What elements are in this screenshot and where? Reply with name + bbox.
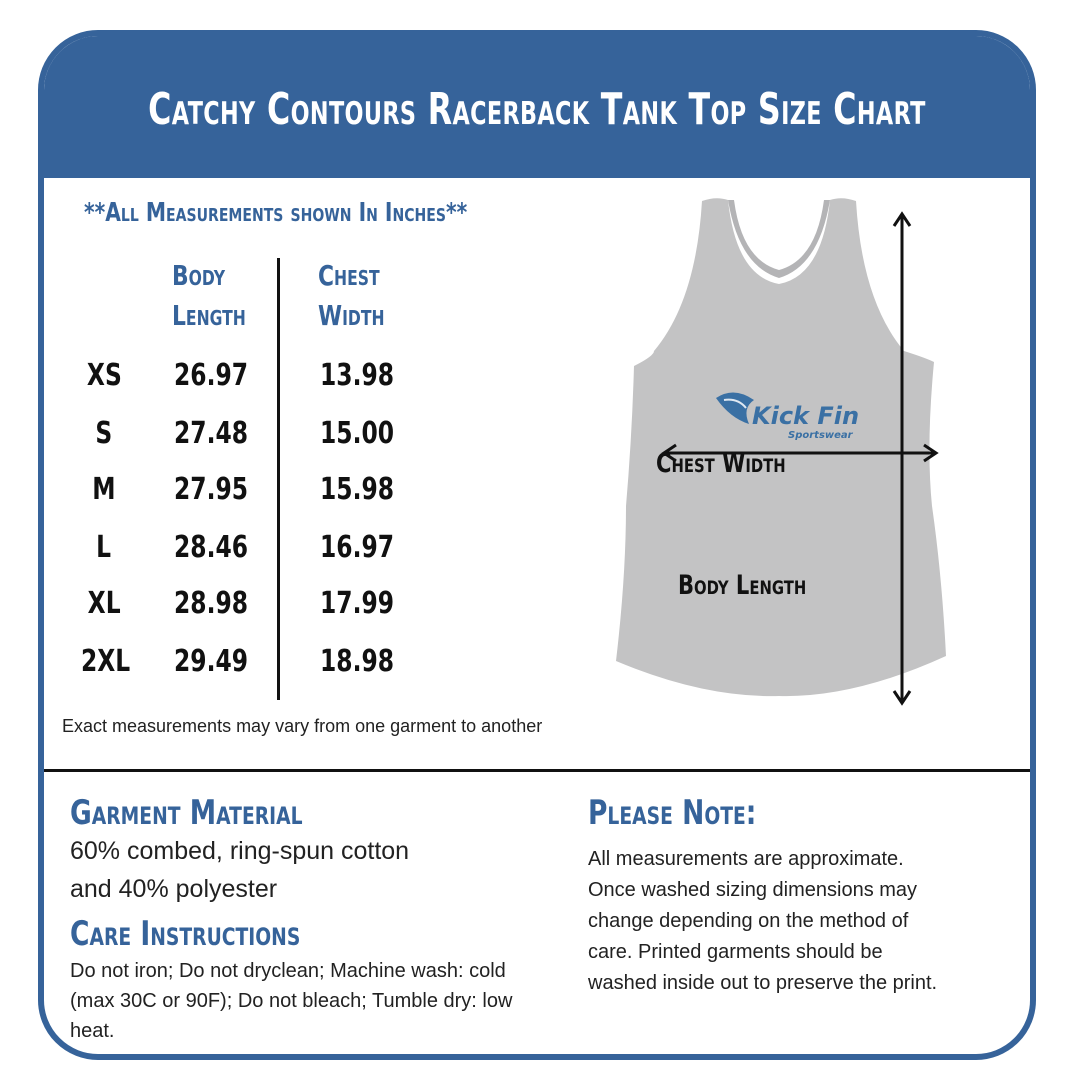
table-row-chest-width: 18.98: [320, 644, 395, 679]
please-note-title: Please Note:: [588, 793, 757, 833]
measurement-note: [84, 198, 575, 228]
logo-text: Kick Fin: [752, 402, 860, 430]
table-row-body-length: 28.46: [174, 530, 249, 565]
table-row-chest-width: 17.99: [320, 586, 395, 621]
table-row-body-length: 28.98: [174, 586, 249, 621]
table-row-size: L: [96, 530, 112, 565]
table-row-body-length: 27.48: [174, 416, 249, 451]
tank-top-diagram: [604, 186, 954, 706]
table-row-size: S: [95, 416, 113, 451]
table-row-body-length: 26.97: [174, 358, 249, 393]
table-row-body-length: 27.95: [174, 472, 249, 507]
please-note-text: [588, 844, 1028, 999]
please-note-line: change depending on the method of: [588, 910, 909, 932]
material-line: 60% combed, ring-spun cotton: [70, 837, 410, 865]
table-row-body-length: 29.49: [174, 644, 249, 679]
body-length-label: Body Length: [678, 570, 807, 601]
table-row-chest-width: 13.98: [320, 358, 395, 393]
measurement-note-text: **All Measurements shown In Inches**: [84, 198, 468, 228]
header-body-length-line1: Body: [172, 259, 226, 292]
please-note-line: washed inside out to preserve the print.: [588, 972, 938, 994]
table-row-chest-width: 15.98: [320, 472, 395, 507]
page-title: Catchy Contours Racerback Tank Top Size Chart: [148, 83, 926, 135]
header-chest-width-line2: Width: [318, 299, 385, 332]
please-note-line: All measurements are approximate.: [588, 848, 904, 870]
please-note-line: care. Printed garments should be: [588, 941, 883, 963]
table-row-size: XL: [87, 586, 121, 621]
header-body-length-line2: Length: [172, 299, 246, 332]
header-chest-width: [318, 256, 403, 336]
please-note-line: Once washed sizing dimensions may: [588, 879, 918, 901]
material-title: Garment Material: [70, 793, 303, 833]
chest-width-label: Chest Width: [656, 448, 786, 479]
size-chart-card: [38, 30, 1036, 1060]
table-row-size: 2XL: [80, 644, 131, 679]
measurement-disclaimer: Exact measurements may vary from one garment to another: [62, 716, 543, 736]
column-divider: [277, 258, 280, 700]
care-title: Care Instructions: [70, 914, 301, 954]
section-divider: [44, 769, 1030, 772]
table-row-size: XS: [86, 358, 122, 393]
table-row-chest-width: 16.97: [320, 530, 395, 565]
table-row-chest-width: 15.00: [320, 416, 395, 451]
logo-subtext: Sportswear: [788, 430, 853, 441]
care-text: Do not iron; Do not dryclean; Machine wash: cold (max 30C or 90F); Do not bleach; Tumble dry: low heat.: [70, 960, 513, 1042]
title-banner: [44, 36, 1030, 178]
header-body-length: [172, 256, 267, 336]
material-text: [70, 832, 540, 908]
material-line: and 40% polyester: [70, 875, 278, 903]
header-chest-width-line1: Chest: [318, 259, 380, 292]
table-row-size: M: [92, 472, 116, 507]
